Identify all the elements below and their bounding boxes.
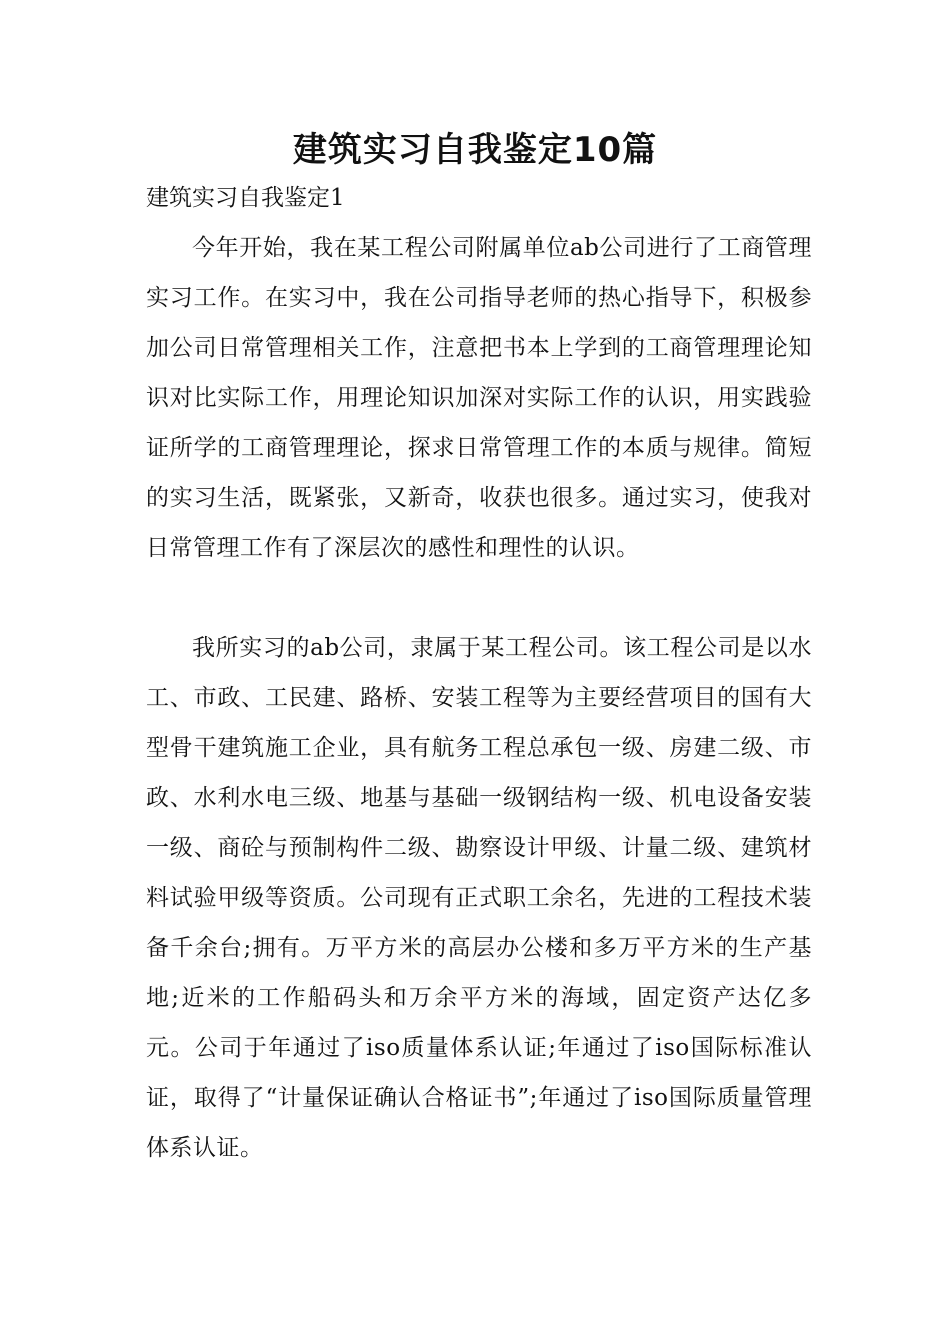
document-title: 建筑实习自我鉴定10篇 [292,130,658,170]
body-paragraph-1: 今年开始，我在某工程公司附属单位ab公司进行了工商管理实习工作。在实习中，我在公司指导老师的热心指导下，积极参加公司日常管理相关工作，注意把书本上学到的工商管理理论知识对比实际工作，用理论知识加深对实际工作的认识，用实践验证所学的工商管理理论，探求日常管理工作的本质与规律。简短的实习生活，既紧张，又新奇，收获也很多。通过实习，使我对日常管理工作有了深层次的感性和理性的认识。 [146,235,812,561]
section-heading: 建筑实习自我鉴定1 [146,185,345,211]
body-paragraph-2: 我所实习的ab公司，隶属于某工程公司。该工程公司是以水工、市政、工民建、路桥、安装工程等为主要经营项目的国有大型骨干建筑施工企业，具有航务工程总承包一级、房建二级、市政、水利水电三级、地基与基础一级钢结构一级、机电设备安装一级、商砼与预制构件二级、勘察设计甲级、计量二级、建筑材料试验甲级等资质。公司现有正式职工余名，先进的工程技术装备千余台;拥有。万平方米的高层办公楼和多万平方米的生产基地;近米的工作船码头和万余平方米的海域，固定资产达亿多元。公司于年通过了iso质量体系认证;年通过了iso国际标准认证，取得了“计量保证确认合格证书”;年通过了iso国际质量管理体系认证。 [146,635,812,1161]
